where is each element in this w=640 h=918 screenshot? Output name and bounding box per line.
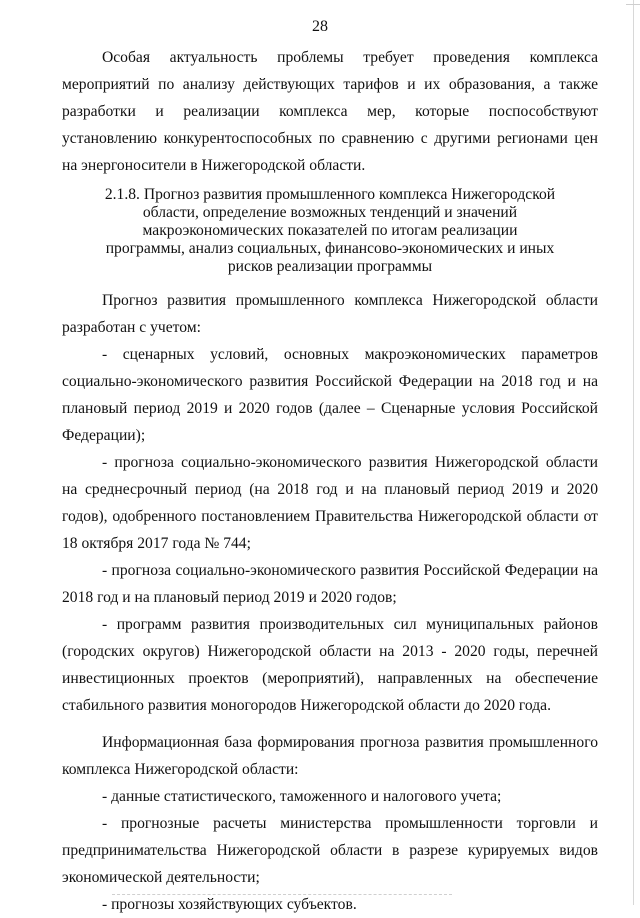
page-edge-mark (626, 4, 640, 5)
section-heading: 2.1.8. Прогноз развития промышленного комплекса Нижегородской области, определение возможных тенденций и значений макроэкономических показателей по итогам реализации программы, анализ социальных, финансово-экономических и иных рисков реализации программы (104, 186, 556, 275)
info-base-item: - данные статистического, таможенного и налогового учета; (102, 788, 502, 805)
forecast-basis-intro: Прогноз развития промышленного комплекса Нижегородской области разработан с учетом: (62, 292, 598, 336)
forecast-basis-item: - прогноза социально-экономического развития Российской Федерации на 2018 год и на плановый период 2019 и 2020 годов; (62, 562, 598, 606)
page-number: 28 (312, 18, 328, 35)
document-body (62, 44, 598, 918)
forecast-basis-item: - прогноза социально-экономического развития Нижегородской области на среднесрочный период (на 2018 год и на плановый период 2019 и 2020 годов), одобренного постановлением Правительства Нижегородской области от 18 октября 2017 года № 744; (62, 454, 598, 552)
paragraph-gap (62, 719, 598, 729)
info-base-intro: Информационная база формирования прогноза развития промышленного комплекса Нижегородской области: (62, 734, 598, 778)
forecast-basis-item: - программ развития производительных сил муниципальных районов (городских округов) Нижегородской области на 2013 - 2020 годы, перечней инвестиционных проектов (мероприятий), направленных на обеспечение стабильного развития моногородов Нижегородской области до 2020 года. (62, 616, 598, 714)
page-edge-line (633, 0, 634, 905)
intro-paragraph: Особая актуальность проблемы требует проведения комплекса мероприятий по анализу действующих тарифов и их образования, а также разработки и реализации комплекса мер, которые поспособствуют установлению конкурентоспособных по сравнению с другими регионами цен на энергоносители в Нижегородской области. (62, 49, 598, 174)
info-base-item: - прогнозы хозяйствующих субъектов. (102, 896, 357, 913)
info-base-item: - прогнозные расчеты министерства промышленности торговли и предпринимательства Нижегородской области в разрезе курируемых видов экономической деятельности; (62, 815, 598, 886)
forecast-basis-item: - сценарных условий, основных макроэкономических параметров социально-экономического развития Российской Федерации на 2018 год и на плановый период 2019 и 2020 годов (далее – Сценарные условия Российской Федерации); (62, 346, 598, 444)
